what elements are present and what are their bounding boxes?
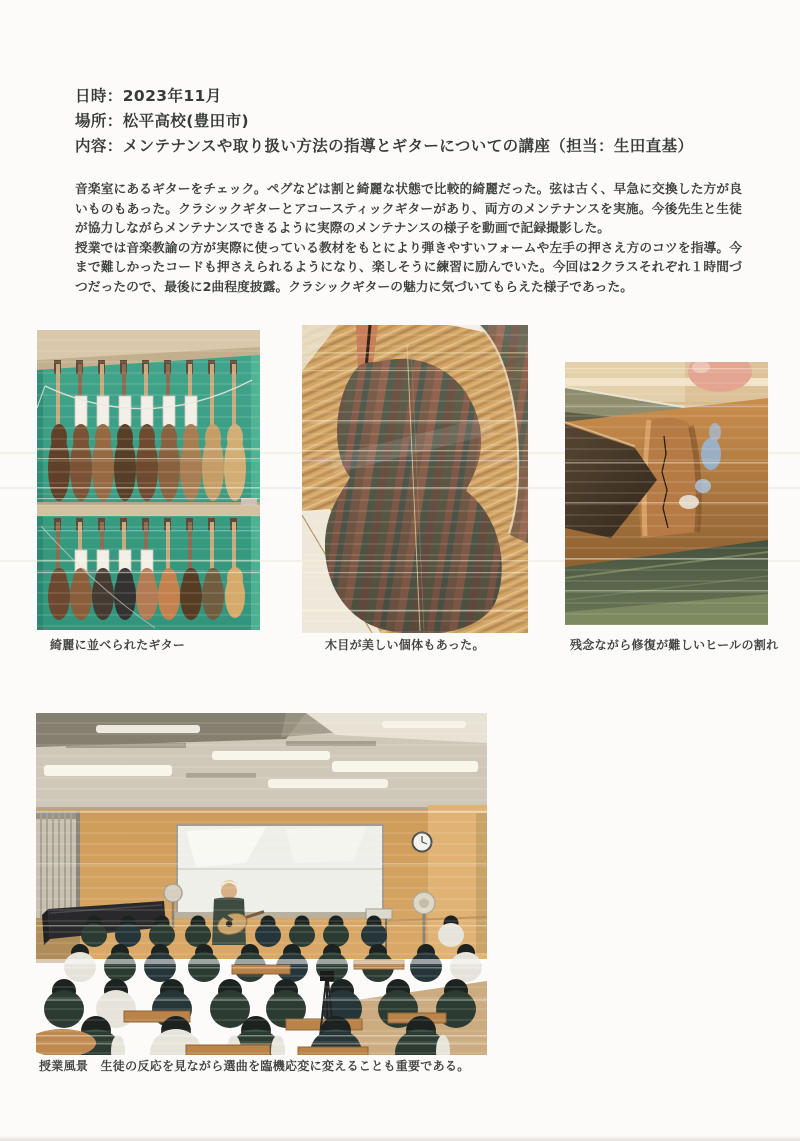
window-blinds [36,811,80,923]
report-paragraph-2: 授業では音楽教諭の方が実際に使っている教材をもとにより弾きやすいフォームや左手の押さえ方のコツを指導。今まで難しかったコードも押さえられるようになり、楽しそうに練習に励んでいた。今回は2クラスそれぞれ１時間づつだったので、最後に2曲程度披露。クラシックギターの魅力に気づいてもらえた様子であった。 [75,239,742,294]
wall-clock [413,833,432,852]
photo-guitar-cabinet [37,330,260,630]
photo-wood-grain [302,325,528,633]
report-content-line: 内容：メンテナンスや取り扱い方法の指導とギターについての講座（担当：生田直基） [75,137,694,155]
report-place-line: 場所：松平高校(豊田市) [75,112,249,130]
photo-classroom [36,713,487,1055]
caption-classroom: 授業風景 生徒の反応を見ながら選曲を臨機応変に変えることも重要である。 [39,1059,470,1073]
guitar-cabinet-illustration [37,330,260,630]
scan-bottom-edge [0,1136,800,1141]
report-paragraph-1: 音楽室にあるギターをチェック。ペグなどは割と綺麗な状態で比較的綺麗だった。弦は古く、早急に交換した方が良いものもあった。クラシックギターとアコースティックギターがあり、両方のメンテナンスを実施。今後先生と生徒が協力しながらメンテナンスできるように実際のメンテナンスの様子を動画で記録撮影した。 [75,181,742,236]
caption-guitar-cabinet: 綺麗に並べられたギター [50,638,186,652]
caption-wood-grain: 木目が美しい個体もあった。 [325,638,485,652]
report-body-text [75,179,742,297]
wood-grain-illustration [302,325,528,633]
heel-crack-illustration [565,362,768,625]
caption-heel-crack: 残念ながら修復が難しいヒールの割れ [570,638,779,652]
classroom-illustration [36,713,487,1055]
whiteboard [174,825,386,918]
report-header [75,84,755,159]
report-date-line: 日時：2023年11月 [75,87,222,105]
photo-heel-crack [565,362,768,625]
